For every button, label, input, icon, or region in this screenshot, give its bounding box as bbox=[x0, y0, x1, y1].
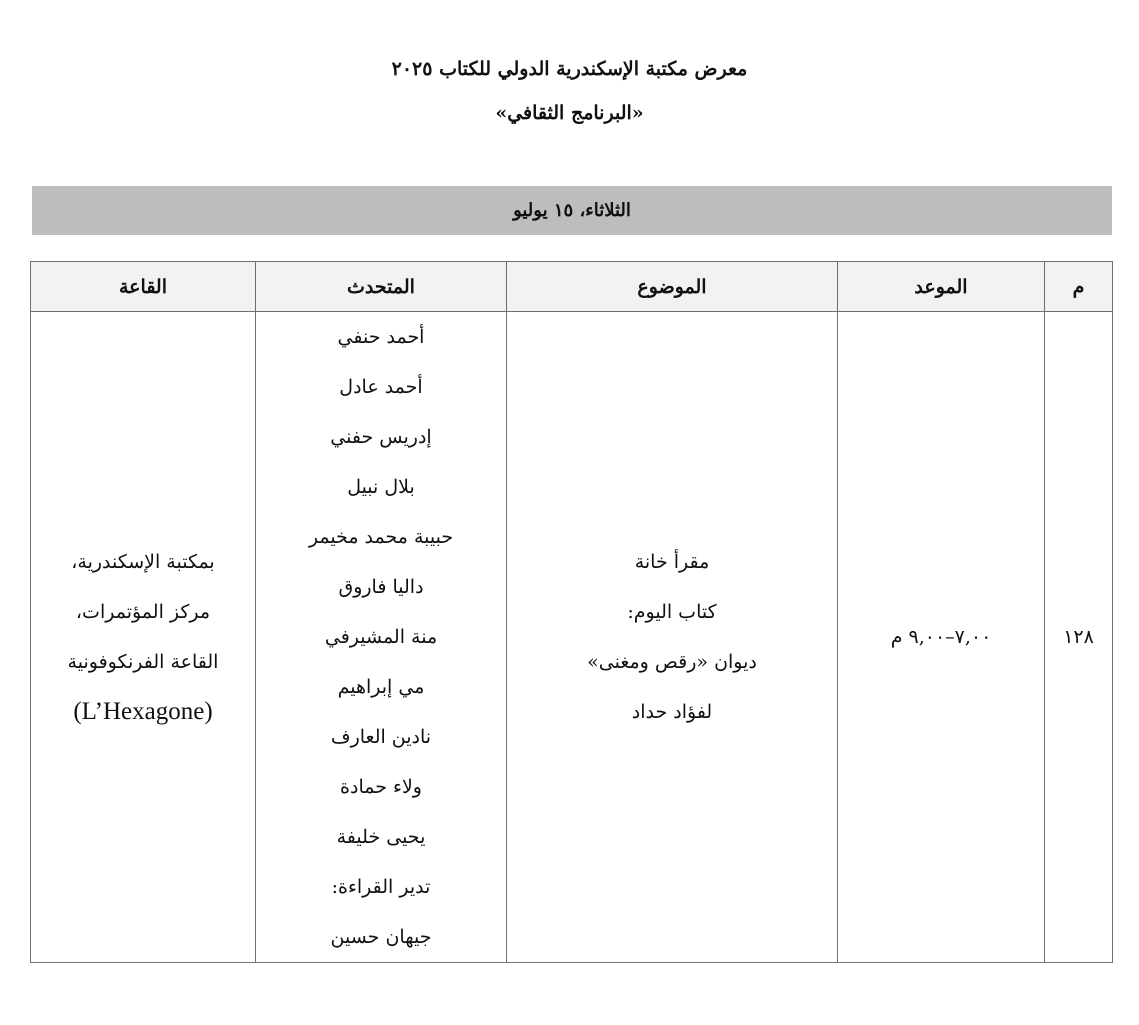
table-header-row bbox=[31, 262, 1113, 312]
speaker-name: يحيى خليفة bbox=[336, 826, 426, 848]
speaker-name: حبيبة محمد مخيمر bbox=[308, 526, 454, 548]
column-header-venue: القاعة bbox=[31, 262, 256, 312]
cell-topic bbox=[507, 312, 838, 963]
column-header-time: الموعد bbox=[838, 262, 1045, 312]
venue-line: بمكتبة الإسكندرية، bbox=[71, 551, 215, 573]
venue-line: مركز المؤتمرات، bbox=[75, 601, 211, 623]
cell-time bbox=[838, 312, 1045, 963]
speaker-name: نادين العارف bbox=[330, 726, 432, 748]
topic-line: ديوان «رقص ومغنى» bbox=[587, 651, 757, 673]
page-subtitle: «البرنامج الثقافي» bbox=[495, 102, 644, 124]
cell-venue bbox=[31, 312, 256, 963]
topic-line: مقرأ خانة bbox=[634, 551, 710, 573]
column-header-topic: الموضوع bbox=[507, 262, 838, 312]
speaker-name: داليا فاروق bbox=[338, 576, 424, 598]
speaker-name: ولاء حمادة bbox=[340, 776, 422, 798]
speaker-name: منة المشيرفي bbox=[324, 626, 438, 648]
venue-line-latin: (L’Hexagone) bbox=[73, 698, 213, 725]
cell-number: ١٢٨ bbox=[1045, 312, 1113, 963]
speaker-name: مي إبراهيم bbox=[337, 676, 425, 698]
day-banner: الثلاثاء، ١٥ يوليو bbox=[32, 186, 1112, 235]
speaker-name: إدريس حفني bbox=[330, 426, 432, 448]
speaker-name: أحمد عادل bbox=[339, 376, 423, 398]
moderator-name: جيهان حسين bbox=[330, 926, 432, 948]
moderator-label: تدير القراءة: bbox=[331, 876, 431, 898]
page-title: معرض مكتبة الإسكندرية الدولي للكتاب ٢٠٢٥ bbox=[391, 58, 748, 80]
cell-speakers bbox=[256, 312, 507, 963]
column-header-speaker: المتحدث bbox=[256, 262, 507, 312]
speaker-name: أحمد حنفي bbox=[337, 326, 425, 348]
table-row bbox=[31, 312, 1113, 963]
column-header-number: م bbox=[1045, 262, 1113, 312]
venue-line: القاعة الفرنكوفونية bbox=[67, 651, 219, 673]
topic-line: كتاب اليوم: bbox=[627, 601, 717, 623]
event-time: ٧,٠٠–٩,٠٠ م bbox=[890, 626, 992, 648]
program-table bbox=[30, 261, 1113, 963]
speaker-name: بلال نبيل bbox=[347, 476, 415, 498]
topic-line: لفؤاد حداد bbox=[631, 701, 713, 723]
